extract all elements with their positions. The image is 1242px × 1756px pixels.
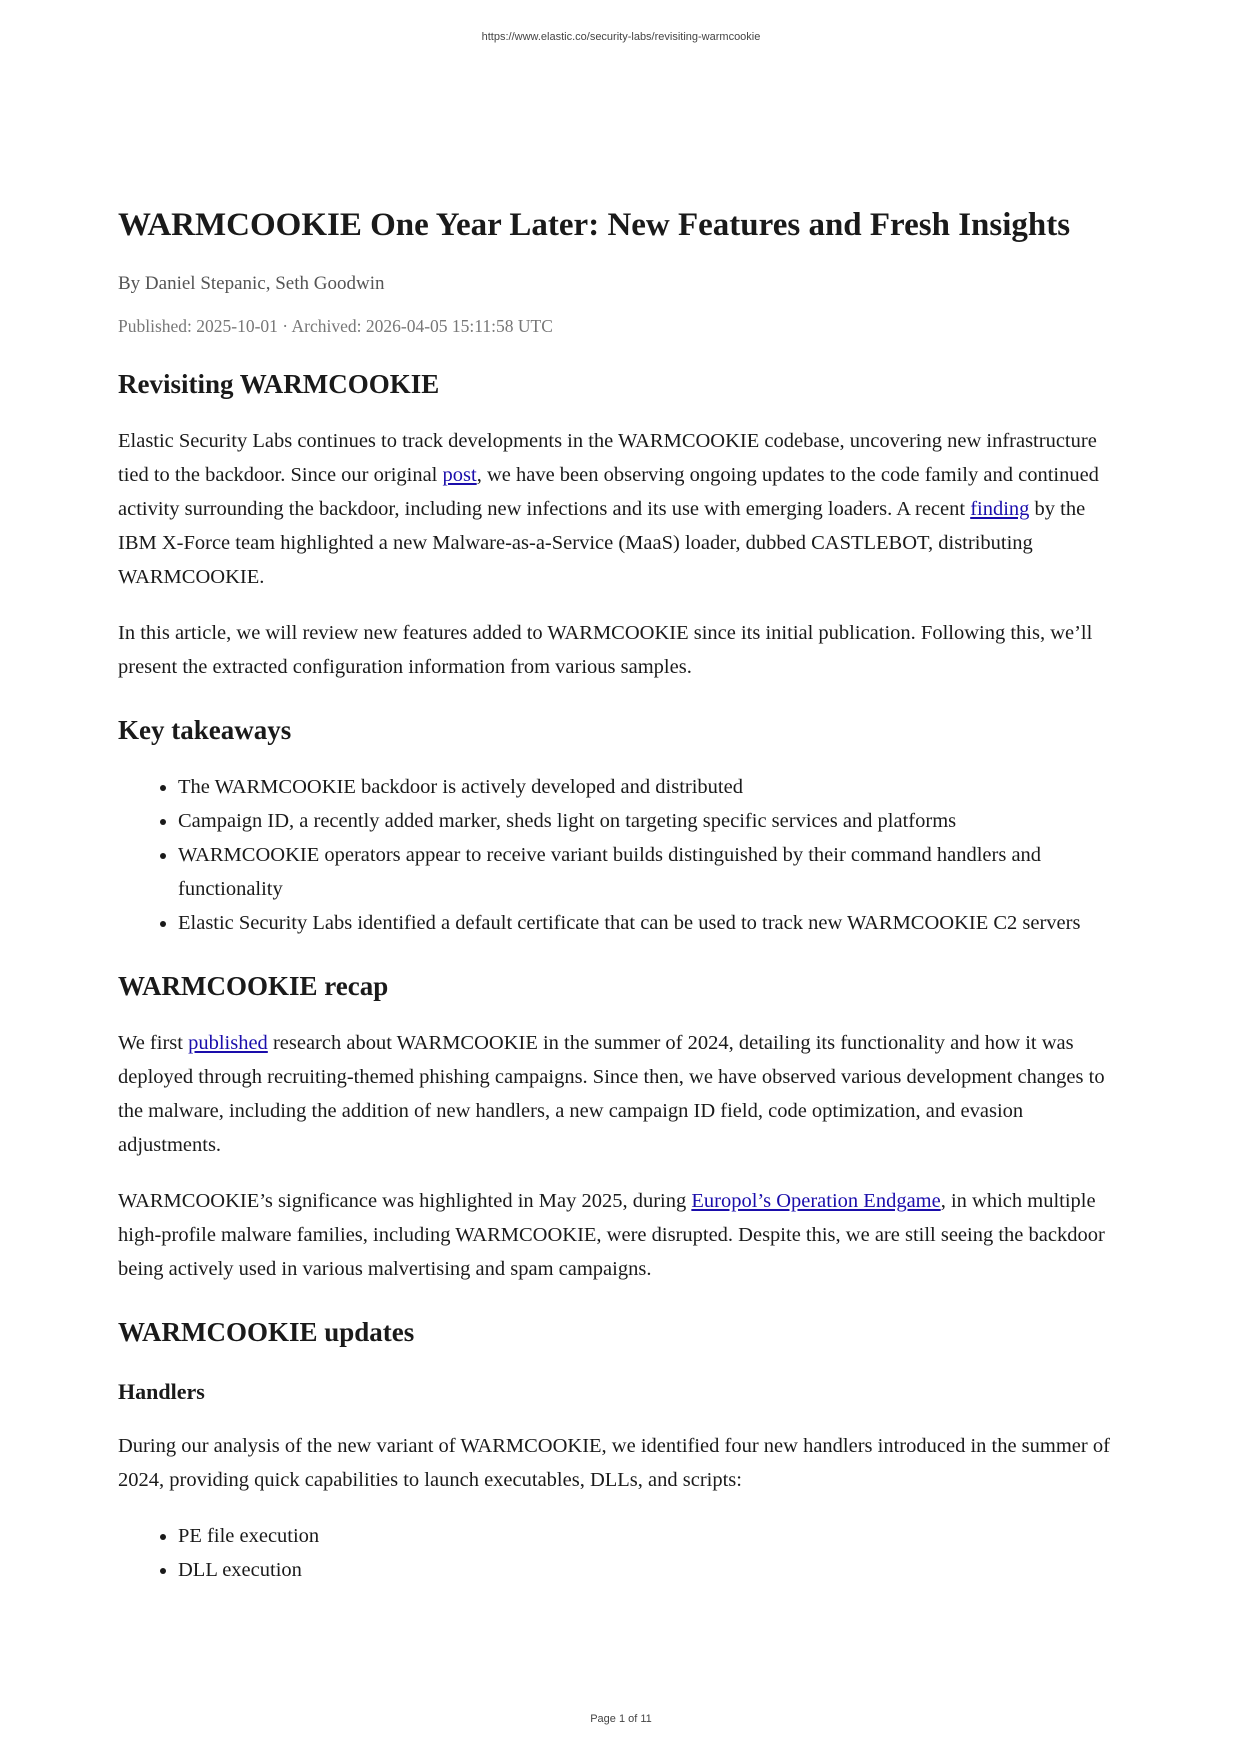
list-item: • Campaign ID, a recently added marker, sheds light on targeting specific services and platforms [178, 804, 1128, 838]
list-item: • Elastic Security Labs identified a default certificate that can be used to track new WARMCOOKIE C2 servers [178, 906, 1128, 940]
text: We first [118, 1032, 189, 1055]
published-link[interactable]: published [188, 1032, 268, 1055]
article-title: WARMCOOKIE One Year Later: New Features and Fresh Insights [118, 207, 1071, 243]
page-number: Page 1 of 11 [590, 1713, 652, 1725]
text: WARMCOOKIE’s significance was highlighted in May 2025, during [118, 1190, 692, 1213]
article-byline: By Daniel Stepanic, Seth Goodwin [118, 272, 385, 294]
section-heading-updates: WARMCOOKIE updates [118, 1317, 415, 1348]
text: Elastic Security Labs continues to track developments in the WARMCOOKIE codebase, uncovering new infrastructure tied to the backdoor. Since our original [118, 430, 1097, 487]
takeaways-list [118, 770, 1128, 940]
operation-endgame-link[interactable]: Europol’s Operation Endgame [691, 1190, 941, 1213]
finding-link[interactable]: finding [970, 498, 1030, 521]
post-link[interactable]: post [442, 464, 477, 487]
paragraph-overview: In this article, we will review new features added to WARMCOOKIE since its initial publication. Following this, we’ll present the extracted configuration information from various samples. [118, 622, 1093, 679]
subheading-handlers: Handlers [118, 1379, 205, 1405]
section-heading-takeaways: Key takeaways [118, 715, 292, 746]
list-item: • DLL execution [178, 1553, 1128, 1587]
paragraph-handlers: During our analysis of the new variant of WARMCOOKIE, we identified four new handlers introduced in the summer of 2024, providing quick capabilities to launch executables, DLLs, and scripts: [118, 1435, 1110, 1491]
page-url-header: https://www.elastic.co/security-labs/revisiting-warmcookie [481, 31, 761, 43]
section-heading-recap: WARMCOOKIE recap [118, 971, 389, 1002]
list-item: • The WARMCOOKIE backdoor is actively developed and distributed [178, 770, 1128, 804]
list-item: • WARMCOOKIE operators appear to receive variant builds distinguished by their command handlers and functionality [178, 838, 1128, 906]
handlers-list [118, 1519, 1128, 1587]
text: by the IBM X-Force team highlighted a new Malware-as-a-Service (MaaS) loader, dubbed CASTLEBOT, distributing WARMCOOKIE. [118, 498, 1086, 589]
text: research about WARMCOOKIE in the summer of 2024, detailing its functionality and how it was deployed through recruiting-themed phishing campaigns. Since then, we have observed various development changes to the malware, including the addition of new handlers, a new campaign ID field, code optimization, and evasion adjustments. [118, 1032, 1105, 1157]
text: , we have been observing ongoing updates to the code family and continued activity surrounding the backdoor, including new infections and its use with emerging loaders. A recent [118, 464, 1099, 521]
article-content [118, 206, 1128, 1587]
article-meta: Published: 2025-10-01 · Archived: 2026-04-05 15:11:58 UTC [118, 316, 553, 337]
list-item: • PE file execution [178, 1519, 1128, 1553]
paragraph-recap-1 [118, 1026, 1128, 1162]
paragraph-intro [118, 424, 1128, 594]
section-heading-revisiting: Revisiting WARMCOOKIE [118, 369, 440, 400]
text: , in which multiple high-profile malware families, including WARMCOOKIE, were disrupted. Despite this, we are still seeing the backdoor being actively used in various malvertising and spam campaigns. [118, 1190, 1105, 1281]
paragraph-recap-2 [118, 1184, 1128, 1286]
